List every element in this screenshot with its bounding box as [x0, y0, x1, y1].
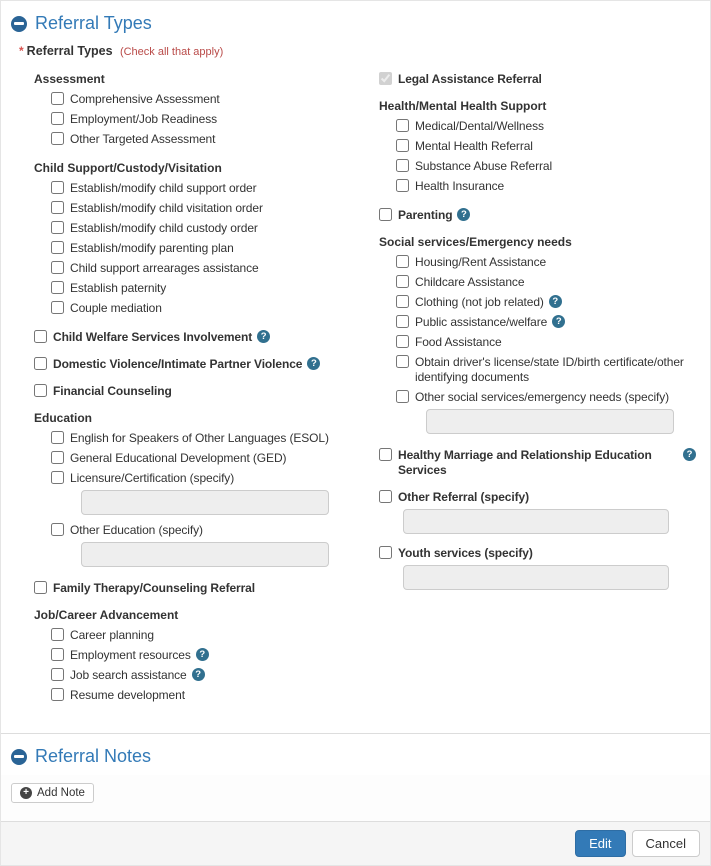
establish-modify-child-custody-order-checkbox[interactable]: [51, 221, 64, 234]
establish-paternity-label: Establish paternity: [70, 281, 167, 295]
establish-modify-child-custody-order-label: Establish/modify child custody order: [70, 221, 258, 235]
option-child-welfare-services-involvement: [34, 330, 351, 345]
family-therapy-counseling-referral-label: Family Therapy/Counseling Referral: [53, 581, 255, 595]
option-couple-mediation: [34, 301, 351, 316]
health-insurance-checkbox[interactable]: [396, 179, 409, 192]
option-obtain-driver-s-license-state-id-birth-certificate-other-identifying-documents: [379, 355, 696, 385]
career-planning-checkbox[interactable]: [51, 628, 64, 641]
option-legal-assistance-referral: [379, 72, 696, 87]
youth-services-specify-checkbox[interactable]: [379, 546, 392, 559]
form-footer: [1, 821, 710, 865]
required-field-label: Referral Types: [26, 44, 113, 58]
option-clothing-not-job-related: [379, 295, 696, 310]
other-education-specify-checkbox[interactable]: [51, 523, 64, 536]
option-childcare-assistance: [379, 275, 696, 290]
licensure-certification-specify-label: Licensure/Certification (specify): [70, 471, 235, 485]
other-social-services-emergency-needs-specify-label: Other social services/emergency needs (specify): [415, 390, 670, 404]
option-licensure-certification-specify: [34, 471, 351, 515]
option-financial-counseling: [34, 384, 351, 399]
option-employment-resources: [34, 648, 351, 663]
employment-resources-label: Employment resources: [70, 648, 191, 662]
youth-services-specify-label: Youth services (specify): [398, 546, 533, 560]
edit-button[interactable]: Edit: [575, 830, 625, 857]
resume-development-checkbox[interactable]: [51, 688, 64, 701]
obtain-driver-s-license-state-id-birth-certificate-other-identifying-documents-label: Obtain driver's license/state ID/birth certificate/other identifying documents: [415, 355, 684, 384]
establish-modify-child-support-order-checkbox[interactable]: [51, 181, 64, 194]
child-welfare-services-involvement-checkbox[interactable]: [34, 330, 47, 343]
option-public-assistance-welfare: [379, 315, 696, 330]
plus-icon: +: [20, 787, 32, 799]
public-assistance-welfare-label: Public assistance/welfare: [415, 315, 548, 329]
job-career-advancement-group: [34, 608, 351, 703]
referral-notes-section: [1, 733, 710, 821]
housing-rent-assistance-label: Housing/Rent Assistance: [415, 255, 547, 269]
left-column: [19, 72, 363, 717]
collapse-referral-notes-icon[interactable]: [11, 749, 27, 765]
other-social-services-emergency-needs-specify-input[interactable]: [426, 409, 674, 434]
option-domestic-violence-intimate-partner-violence: [34, 357, 351, 372]
couple-mediation-label: Couple mediation: [70, 301, 162, 315]
help-icon[interactable]: ?: [307, 357, 320, 370]
clothing-not-job-related-label: Clothing (not job related): [415, 295, 544, 309]
referral-notes-header: [1, 734, 710, 775]
other-education-specify-label: Other Education (specify): [70, 523, 203, 537]
medical-dental-wellness-label: Medical/Dental/Wellness: [415, 119, 544, 133]
referral-notes-title: Referral Notes: [35, 746, 152, 766]
add-note-button[interactable]: [11, 783, 94, 803]
substance-abuse-referral-checkbox[interactable]: [396, 159, 409, 172]
other-targeted-assessment-label: Other Targeted Assessment: [70, 132, 216, 146]
obtain-driver-s-license-state-id-birth-certificate-other-identifying-documents-checkbox[interactable]: [396, 355, 409, 368]
required-asterisk: *: [19, 44, 24, 58]
option-other-education-specify: [34, 523, 351, 567]
other-education-specify-input[interactable]: [81, 542, 329, 567]
job-search-assistance-checkbox[interactable]: [51, 668, 64, 681]
option-family-therapy-counseling-referral: [34, 581, 351, 596]
social-services-emergency-needs-group: [379, 235, 696, 434]
resume-development-label: Resume development: [70, 688, 185, 702]
education-header: Education: [34, 411, 93, 425]
option-food-assistance: [379, 335, 696, 350]
childcare-assistance-label: Childcare Assistance: [415, 275, 525, 289]
substance-abuse-referral-label: Substance Abuse Referral: [415, 159, 553, 173]
housing-rent-assistance-checkbox[interactable]: [396, 255, 409, 268]
referral-notes-body: [1, 775, 710, 821]
legal-assistance-referral-label: Legal Assistance Referral: [398, 72, 542, 86]
public-assistance-welfare-checkbox[interactable]: [396, 315, 409, 328]
employment-resources-checkbox[interactable]: [51, 648, 64, 661]
parenting-label: Parenting: [398, 208, 453, 222]
job-search-assistance-label: Job search assistance: [70, 668, 187, 682]
mental-health-referral-label: Mental Health Referral: [415, 139, 533, 153]
clothing-not-job-related-checkbox[interactable]: [396, 295, 409, 308]
assessment-group: [34, 72, 351, 147]
general-educational-development-ged-checkbox[interactable]: [51, 451, 64, 464]
establish-modify-parenting-plan-checkbox[interactable]: [51, 241, 64, 254]
other-social-services-emergency-needs-specify-checkbox[interactable]: [396, 390, 409, 403]
family-therapy-counseling-referral-checkbox[interactable]: [34, 581, 47, 594]
option-general-educational-development-ged: [34, 451, 351, 466]
social-services-emergency-needs-header: Social services/Emergency needs: [379, 235, 572, 249]
establish-modify-parenting-plan-label: Establish/modify parenting plan: [70, 241, 234, 255]
option-mental-health-referral: [379, 139, 696, 154]
establish-paternity-checkbox[interactable]: [51, 281, 64, 294]
referral-types-section: [1, 1, 710, 733]
option-english-for-speakers-of-other-languages-esol: [34, 431, 351, 446]
cancel-button[interactable]: Cancel: [632, 830, 700, 857]
required-row: [1, 42, 710, 70]
option-establish-paternity: [34, 281, 351, 296]
other-referral-specify-input[interactable]: [403, 509, 669, 534]
option-child-support-arrearages-assistance: [34, 261, 351, 276]
option-other-targeted-assessment: [34, 132, 351, 147]
help-icon[interactable]: ?: [552, 315, 565, 328]
other-referral-specify-label: Other Referral (specify): [398, 490, 529, 504]
referral-types-header: [1, 1, 710, 42]
collapse-referral-types-icon[interactable]: [11, 16, 27, 32]
help-icon[interactable]: ?: [257, 330, 270, 343]
option-other-referral-specify: [379, 490, 696, 534]
option-healthy-marriage-and-relationship-education-services: [379, 448, 696, 478]
option-health-insurance: [379, 179, 696, 194]
healthy-marriage-and-relationship-education-services-label: Healthy Marriage and Relationship Education Services: [398, 448, 652, 477]
add-note-label: Add Note: [37, 787, 85, 799]
option-establish-modify-parenting-plan: [34, 241, 351, 256]
option-other-social-services-emergency-needs-specify: [379, 390, 696, 434]
childcare-assistance-checkbox[interactable]: [396, 275, 409, 288]
referral-types-title: Referral Types: [35, 13, 152, 33]
domestic-violence-intimate-partner-violence-label: Domestic Violence/Intimate Partner Violence: [53, 357, 303, 371]
other-referral-specify-checkbox[interactable]: [379, 490, 392, 503]
domestic-violence-intimate-partner-violence-checkbox[interactable]: [34, 357, 47, 370]
establish-modify-child-visitation-order-checkbox[interactable]: [51, 201, 64, 214]
help-icon[interactable]: ?: [549, 295, 562, 308]
financial-counseling-label: Financial Counseling: [53, 384, 172, 398]
career-planning-label: Career planning: [70, 628, 154, 642]
legal-assistance-referral-checkbox[interactable]: [379, 72, 392, 85]
healthy-marriage-and-relationship-education-services-checkbox[interactable]: [379, 448, 392, 461]
youth-services-specify-input[interactable]: [403, 565, 669, 590]
help-icon[interactable]: ?: [192, 668, 205, 681]
health-mental-health-support-group: [379, 99, 696, 194]
option-establish-modify-child-visitation-order: [34, 201, 351, 216]
option-establish-modify-child-custody-order: [34, 221, 351, 236]
option-substance-abuse-referral: [379, 159, 696, 174]
comprehensive-assessment-label: Comprehensive Assessment: [70, 92, 220, 106]
establish-modify-child-visitation-order-label: Establish/modify child visitation order: [70, 201, 263, 215]
help-icon[interactable]: ?: [457, 208, 470, 221]
assessment-header: Assessment: [34, 72, 105, 86]
financial-counseling-checkbox[interactable]: [34, 384, 47, 397]
option-employment-job-readiness: [34, 112, 351, 127]
help-icon[interactable]: ?: [196, 648, 209, 661]
licensure-certification-specify-input[interactable]: [81, 490, 329, 515]
option-career-planning: [34, 628, 351, 643]
couple-mediation-checkbox[interactable]: [51, 301, 64, 314]
job-career-advancement-header: Job/Career Advancement: [34, 608, 179, 622]
english-for-speakers-of-other-languages-esol-checkbox[interactable]: [51, 431, 64, 444]
child-support-custody-visitation-header: Child Support/Custody/Visitation: [34, 161, 222, 175]
food-assistance-label: Food Assistance: [415, 335, 502, 349]
child-support-arrearages-assistance-checkbox[interactable]: [51, 261, 64, 274]
option-job-search-assistance: [34, 668, 351, 683]
option-establish-modify-child-support-order: [34, 181, 351, 196]
help-icon[interactable]: ?: [683, 448, 696, 461]
english-for-speakers-of-other-languages-esol-label: English for Speakers of Other Languages (ESOL): [70, 431, 329, 445]
employment-job-readiness-checkbox[interactable]: [51, 112, 64, 125]
employment-job-readiness-label: Employment/Job Readiness: [70, 112, 218, 126]
referral-options-columns: [1, 70, 710, 733]
option-housing-rent-assistance: [379, 255, 696, 270]
education-group: [34, 411, 351, 567]
licensure-certification-specify-checkbox[interactable]: [51, 471, 64, 484]
option-resume-development: [34, 688, 351, 703]
health-mental-health-support-header: Health/Mental Health Support: [379, 99, 547, 113]
general-educational-development-ged-label: General Educational Development (GED): [70, 451, 287, 465]
mental-health-referral-checkbox[interactable]: [396, 139, 409, 152]
child-support-custody-visitation-group: [34, 161, 351, 316]
right-column: [363, 72, 696, 717]
option-comprehensive-assessment: [34, 92, 351, 107]
option-youth-services-specify: [379, 546, 696, 590]
other-targeted-assessment-checkbox[interactable]: [51, 132, 64, 145]
parenting-checkbox[interactable]: [379, 208, 392, 221]
child-welfare-services-involvement-label: Child Welfare Services Involvement: [53, 330, 253, 344]
option-medical-dental-wellness: [379, 119, 696, 134]
establish-modify-child-support-order-label: Establish/modify child support order: [70, 181, 257, 195]
child-support-arrearages-assistance-label: Child support arrearages assistance: [70, 261, 259, 275]
medical-dental-wellness-checkbox[interactable]: [396, 119, 409, 132]
health-insurance-label: Health Insurance: [415, 179, 505, 193]
check-all-hint: (Check all that apply): [119, 46, 224, 58]
food-assistance-checkbox[interactable]: [396, 335, 409, 348]
comprehensive-assessment-checkbox[interactable]: [51, 92, 64, 105]
option-parenting: [379, 208, 696, 223]
